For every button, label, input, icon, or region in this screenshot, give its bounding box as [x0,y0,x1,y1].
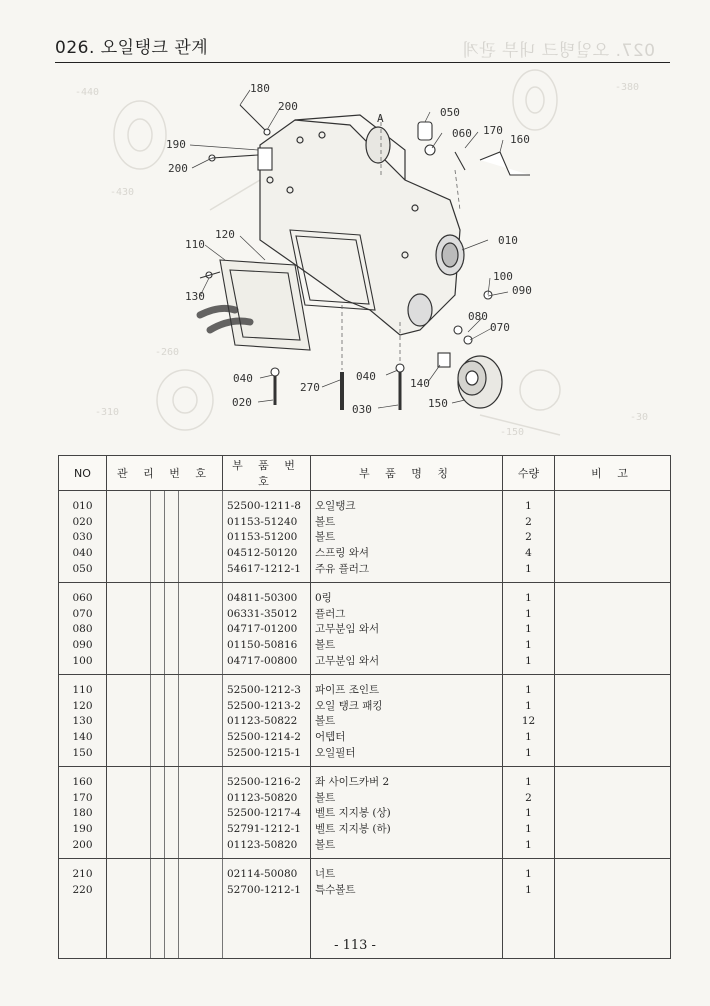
management-no-cell [151,499,165,515]
management-no-cell [165,867,179,883]
part-no-index: 150 [59,745,107,761]
part-no-index: 070 [59,607,107,623]
management-no-cell [165,653,179,669]
management-no-cell [107,607,151,623]
management-no-cell [165,546,179,562]
table-row [59,683,671,699]
management-no-cell [165,607,179,623]
callout-label: 270 [300,381,320,394]
management-no-cell [165,622,179,638]
part-no-index: 180 [59,806,107,822]
management-no-cell [151,546,165,562]
management-no-cell [151,745,165,761]
management-no-cell [151,515,165,531]
part-no-index: 020 [59,515,107,531]
table-row [59,775,671,791]
management-no-cell [151,730,165,746]
management-no-cell [107,530,151,546]
callout-label: 160 [510,133,530,146]
part-name: 파이프 조인트 [311,683,503,699]
management-no-cell [165,683,179,699]
svg-text:-310: -310 [95,407,120,418]
part-remarks [555,730,671,746]
management-no-cell [107,699,151,715]
part-remarks [555,546,671,562]
part-remarks [555,867,671,883]
part-quantity: 1 [503,867,555,883]
management-no-cell [165,837,179,853]
management-no-cell [107,499,151,515]
part-number: 04717-00800 [223,653,311,669]
management-no-cell [179,622,223,638]
part-name: 오일탱크 [311,499,503,515]
part-quantity: 1 [503,561,555,577]
management-no-cell [107,837,151,853]
table-row [59,622,671,638]
callout-label: 020 [232,396,252,409]
callout-label: 130 [185,290,205,303]
management-no-cell [165,791,179,807]
tank-cover [220,260,310,350]
callout-label: 190 [166,138,186,151]
part-no-index: 120 [59,699,107,715]
table-row [59,515,671,531]
management-no-cell [165,561,179,577]
table-row [59,882,671,898]
callout-label: 050 [440,106,460,119]
management-no-cell [179,791,223,807]
management-no-cell [107,515,151,531]
management-no-cell [151,607,165,623]
management-no-cell [165,638,179,654]
page-number: - 113 - [334,938,376,953]
part-no-index: 080 [59,622,107,638]
part-number: 06331-35012 [223,607,311,623]
part-name: 벨트 지지봉 (하) [311,822,503,838]
part-number: 01153-51240 [223,515,311,531]
group-spacer [59,766,671,775]
bleed-through-title: 027. 오일탱크 내부 관계 [462,41,655,61]
part-quantity: 1 [503,882,555,898]
part-quantity: 2 [503,530,555,546]
management-no-cell [107,622,151,638]
part-number: 04811-50300 [223,591,311,607]
management-no-cell [165,745,179,761]
part-name: 볼트 [311,837,503,853]
part-no-index: 050 [59,561,107,577]
part-no-index: 040 [59,546,107,562]
part-number: 01150-50816 [223,638,311,654]
table-row [59,591,671,607]
group-spacer [59,491,671,500]
part-name: 좌 사이드카버 2 [311,775,503,791]
management-no-cell [165,714,179,730]
callout-label: 200 [168,162,188,175]
management-no-cell [107,775,151,791]
part-name: 특수볼트 [311,882,503,898]
management-no-cell [179,653,223,669]
part-no-index: 190 [59,822,107,838]
management-no-cell [107,822,151,838]
part-name: 스프링 와셔 [311,546,503,562]
management-no-cell [107,714,151,730]
management-no-cell [151,791,165,807]
part-name: 오일필터 [311,745,503,761]
management-no-cell [165,699,179,715]
callout-label: 070 [490,321,510,334]
part-remarks [555,591,671,607]
part-quantity: 1 [503,499,555,515]
part-remarks [555,882,671,898]
part-name: 벨트 지지봉 (상) [311,806,503,822]
part-no-index: 130 [59,714,107,730]
part-no-index: 100 [59,653,107,669]
management-no-cell [107,882,151,898]
management-no-cell [151,653,165,669]
part-quantity: 2 [503,791,555,807]
part-quantity: 12 [503,714,555,730]
management-no-cell [165,775,179,791]
part-name: 볼트 [311,791,503,807]
part-number: 52500-1214-2 [223,730,311,746]
management-no-cell [107,745,151,761]
part-number: 52500-1216-2 [223,775,311,791]
part-number: 52700-1212-1 [223,882,311,898]
part-number: 54617-1212-1 [223,561,311,577]
part-no-index: 200 [59,837,107,853]
part-name: 볼트 [311,638,503,654]
table-row [59,714,671,730]
management-no-cell [165,515,179,531]
part-remarks [555,653,671,669]
table-row [59,653,671,669]
management-no-cell [165,822,179,838]
management-no-cell [107,791,151,807]
management-no-cell [179,882,223,898]
part-no-index: 210 [59,867,107,883]
part-name: 플러그 [311,607,503,623]
callout-label: 200 [278,100,298,113]
table-row [59,638,671,654]
part-quantity: 1 [503,822,555,838]
part-number: 01123-50820 [223,791,311,807]
management-no-cell [151,867,165,883]
table-row [59,837,671,853]
part-number: 52500-1217-4 [223,806,311,822]
part-number: 04717-01200 [223,622,311,638]
management-no-cell [179,867,223,883]
management-no-cell [179,591,223,607]
parts-table [58,455,671,959]
callout-label: 090 [512,284,532,297]
part-no-index: 030 [59,530,107,546]
table-row [59,745,671,761]
part-name: 고무분임 와서 [311,622,503,638]
part-remarks [555,638,671,654]
table-row [59,791,671,807]
management-no-cell [151,882,165,898]
callout-label: 040 [356,370,376,383]
part-quantity: 1 [503,745,555,761]
part-name: 0링 [311,591,503,607]
part-remarks [555,515,671,531]
part-remarks [555,806,671,822]
part-name: 너트 [311,867,503,883]
header-management-no: 관 리 번 호 [107,456,223,491]
part-quantity: 1 [503,730,555,746]
management-no-cell [179,806,223,822]
management-no-cell [107,638,151,654]
management-no-cell [165,806,179,822]
management-no-cell [107,730,151,746]
part-remarks [555,683,671,699]
management-no-cell [151,775,165,791]
management-no-cell [165,882,179,898]
part-remarks [555,775,671,791]
part-quantity: 1 [503,653,555,669]
callout-label: 180 [250,82,270,95]
management-no-cell [179,745,223,761]
part-remarks [555,530,671,546]
svg-text:-30: -30 [630,412,649,423]
svg-text:-440: -440 [75,87,100,98]
management-no-cell [179,607,223,623]
part-number: 52791-1212-1 [223,822,311,838]
callout-label: A [377,112,384,125]
part-remarks [555,791,671,807]
part-quantity: 1 [503,837,555,853]
part-number: 52500-1211-8 [223,499,311,515]
group-spacer [59,582,671,591]
management-no-cell [151,683,165,699]
part-no-index: 060 [59,591,107,607]
header-part-no: 부 품 번 호 [223,456,311,491]
management-no-cell [107,653,151,669]
management-no-cell [151,714,165,730]
part-name: 주유 플러그 [311,561,503,577]
callout-label: 030 [352,403,372,416]
part-name: 어텝터 [311,730,503,746]
part-number: 01123-50822 [223,714,311,730]
part-number: 52500-1212-3 [223,683,311,699]
part-remarks [555,822,671,838]
part-name: 오일 탱크 패킹 [311,699,503,715]
table-row [59,867,671,883]
table-row [59,561,671,577]
part-remarks [555,561,671,577]
part-no-index: 010 [59,499,107,515]
management-no-cell [179,775,223,791]
group-spacer [59,674,671,683]
management-no-cell [151,699,165,715]
svg-text:-260: -260 [155,347,180,358]
management-no-cell [179,530,223,546]
part-number: 01153-51200 [223,530,311,546]
callout-label: 110 [185,238,205,251]
management-no-cell [179,730,223,746]
management-no-cell [151,561,165,577]
part-no-index: 170 [59,791,107,807]
part-name: 볼트 [311,515,503,531]
table-row [59,530,671,546]
management-no-cell [165,591,179,607]
callout-label: 010 [498,234,518,247]
part-remarks [555,607,671,623]
part-no-index: 110 [59,683,107,699]
part-quantity: 1 [503,622,555,638]
part-number: 04512-50120 [223,546,311,562]
part-quantity: 1 [503,638,555,654]
callout-label: 150 [428,397,448,410]
parts-table-body [59,491,671,959]
header-qty: 수량 [503,456,555,491]
part-quantity: 4 [503,546,555,562]
table-row [59,699,671,715]
page-title: 026. 오일탱크 관계 [55,36,670,63]
management-no-cell [165,730,179,746]
part-number: 01123-50820 [223,837,311,853]
part-name: 볼트 [311,530,503,546]
part-no-index: 160 [59,775,107,791]
management-no-cell [179,561,223,577]
callout-label: 120 [215,228,235,241]
group-spacer [59,858,671,867]
management-no-cell [107,561,151,577]
callout-label: 140 [410,377,430,390]
header-no: NO [59,456,107,491]
part-remarks [555,499,671,515]
table-row [59,607,671,623]
exploded-parts-diagram [60,60,670,455]
management-no-cell [151,806,165,822]
management-no-cell [179,837,223,853]
svg-text:-430: -430 [110,187,135,198]
management-no-cell [151,837,165,853]
svg-text:-380: -380 [615,82,640,93]
part-quantity: 1 [503,699,555,715]
header-part-name: 부 품 명 칭 [311,456,503,491]
callout-label: 040 [233,372,253,385]
callout-label: 080 [468,310,488,323]
part-no-index: 220 [59,882,107,898]
management-no-cell [165,530,179,546]
management-no-cell [107,683,151,699]
callout-label: 170 [483,124,503,137]
table-row [59,822,671,838]
management-no-cell [151,530,165,546]
management-no-cell [179,546,223,562]
management-no-cell [107,591,151,607]
part-number: 52500-1213-2 [223,699,311,715]
table-row [59,546,671,562]
management-no-cell [151,822,165,838]
management-no-cell [179,499,223,515]
management-no-cell [151,638,165,654]
management-no-cell [107,546,151,562]
part-number: 52500-1215-1 [223,745,311,761]
header-remarks: 비 고 [555,456,671,491]
management-no-cell [107,806,151,822]
management-no-cell [151,622,165,638]
part-number: 02114-50080 [223,867,311,883]
part-name: 고무분임 와서 [311,653,503,669]
table-row [59,730,671,746]
management-no-cell [151,591,165,607]
part-no-index: 140 [59,730,107,746]
part-remarks [555,837,671,853]
svg-text:-150: -150 [500,427,525,438]
management-no-cell [179,638,223,654]
management-no-cell [107,867,151,883]
management-no-cell [179,683,223,699]
table-row [59,499,671,515]
management-no-cell [165,499,179,515]
part-quantity: 1 [503,591,555,607]
part-quantity: 2 [503,515,555,531]
part-name: 볼트 [311,714,503,730]
part-no-index: 090 [59,638,107,654]
part-quantity: 1 [503,806,555,822]
management-no-cell [179,714,223,730]
part-quantity: 1 [503,775,555,791]
part-remarks [555,699,671,715]
part-remarks [555,745,671,761]
callout-label: 060 [452,127,472,140]
callout-label: 100 [493,270,513,283]
management-no-cell [179,699,223,715]
management-no-cell [179,515,223,531]
table-row [59,806,671,822]
part-remarks [555,622,671,638]
part-quantity: 1 [503,607,555,623]
part-quantity: 1 [503,683,555,699]
part-remarks [555,714,671,730]
management-no-cell [179,822,223,838]
